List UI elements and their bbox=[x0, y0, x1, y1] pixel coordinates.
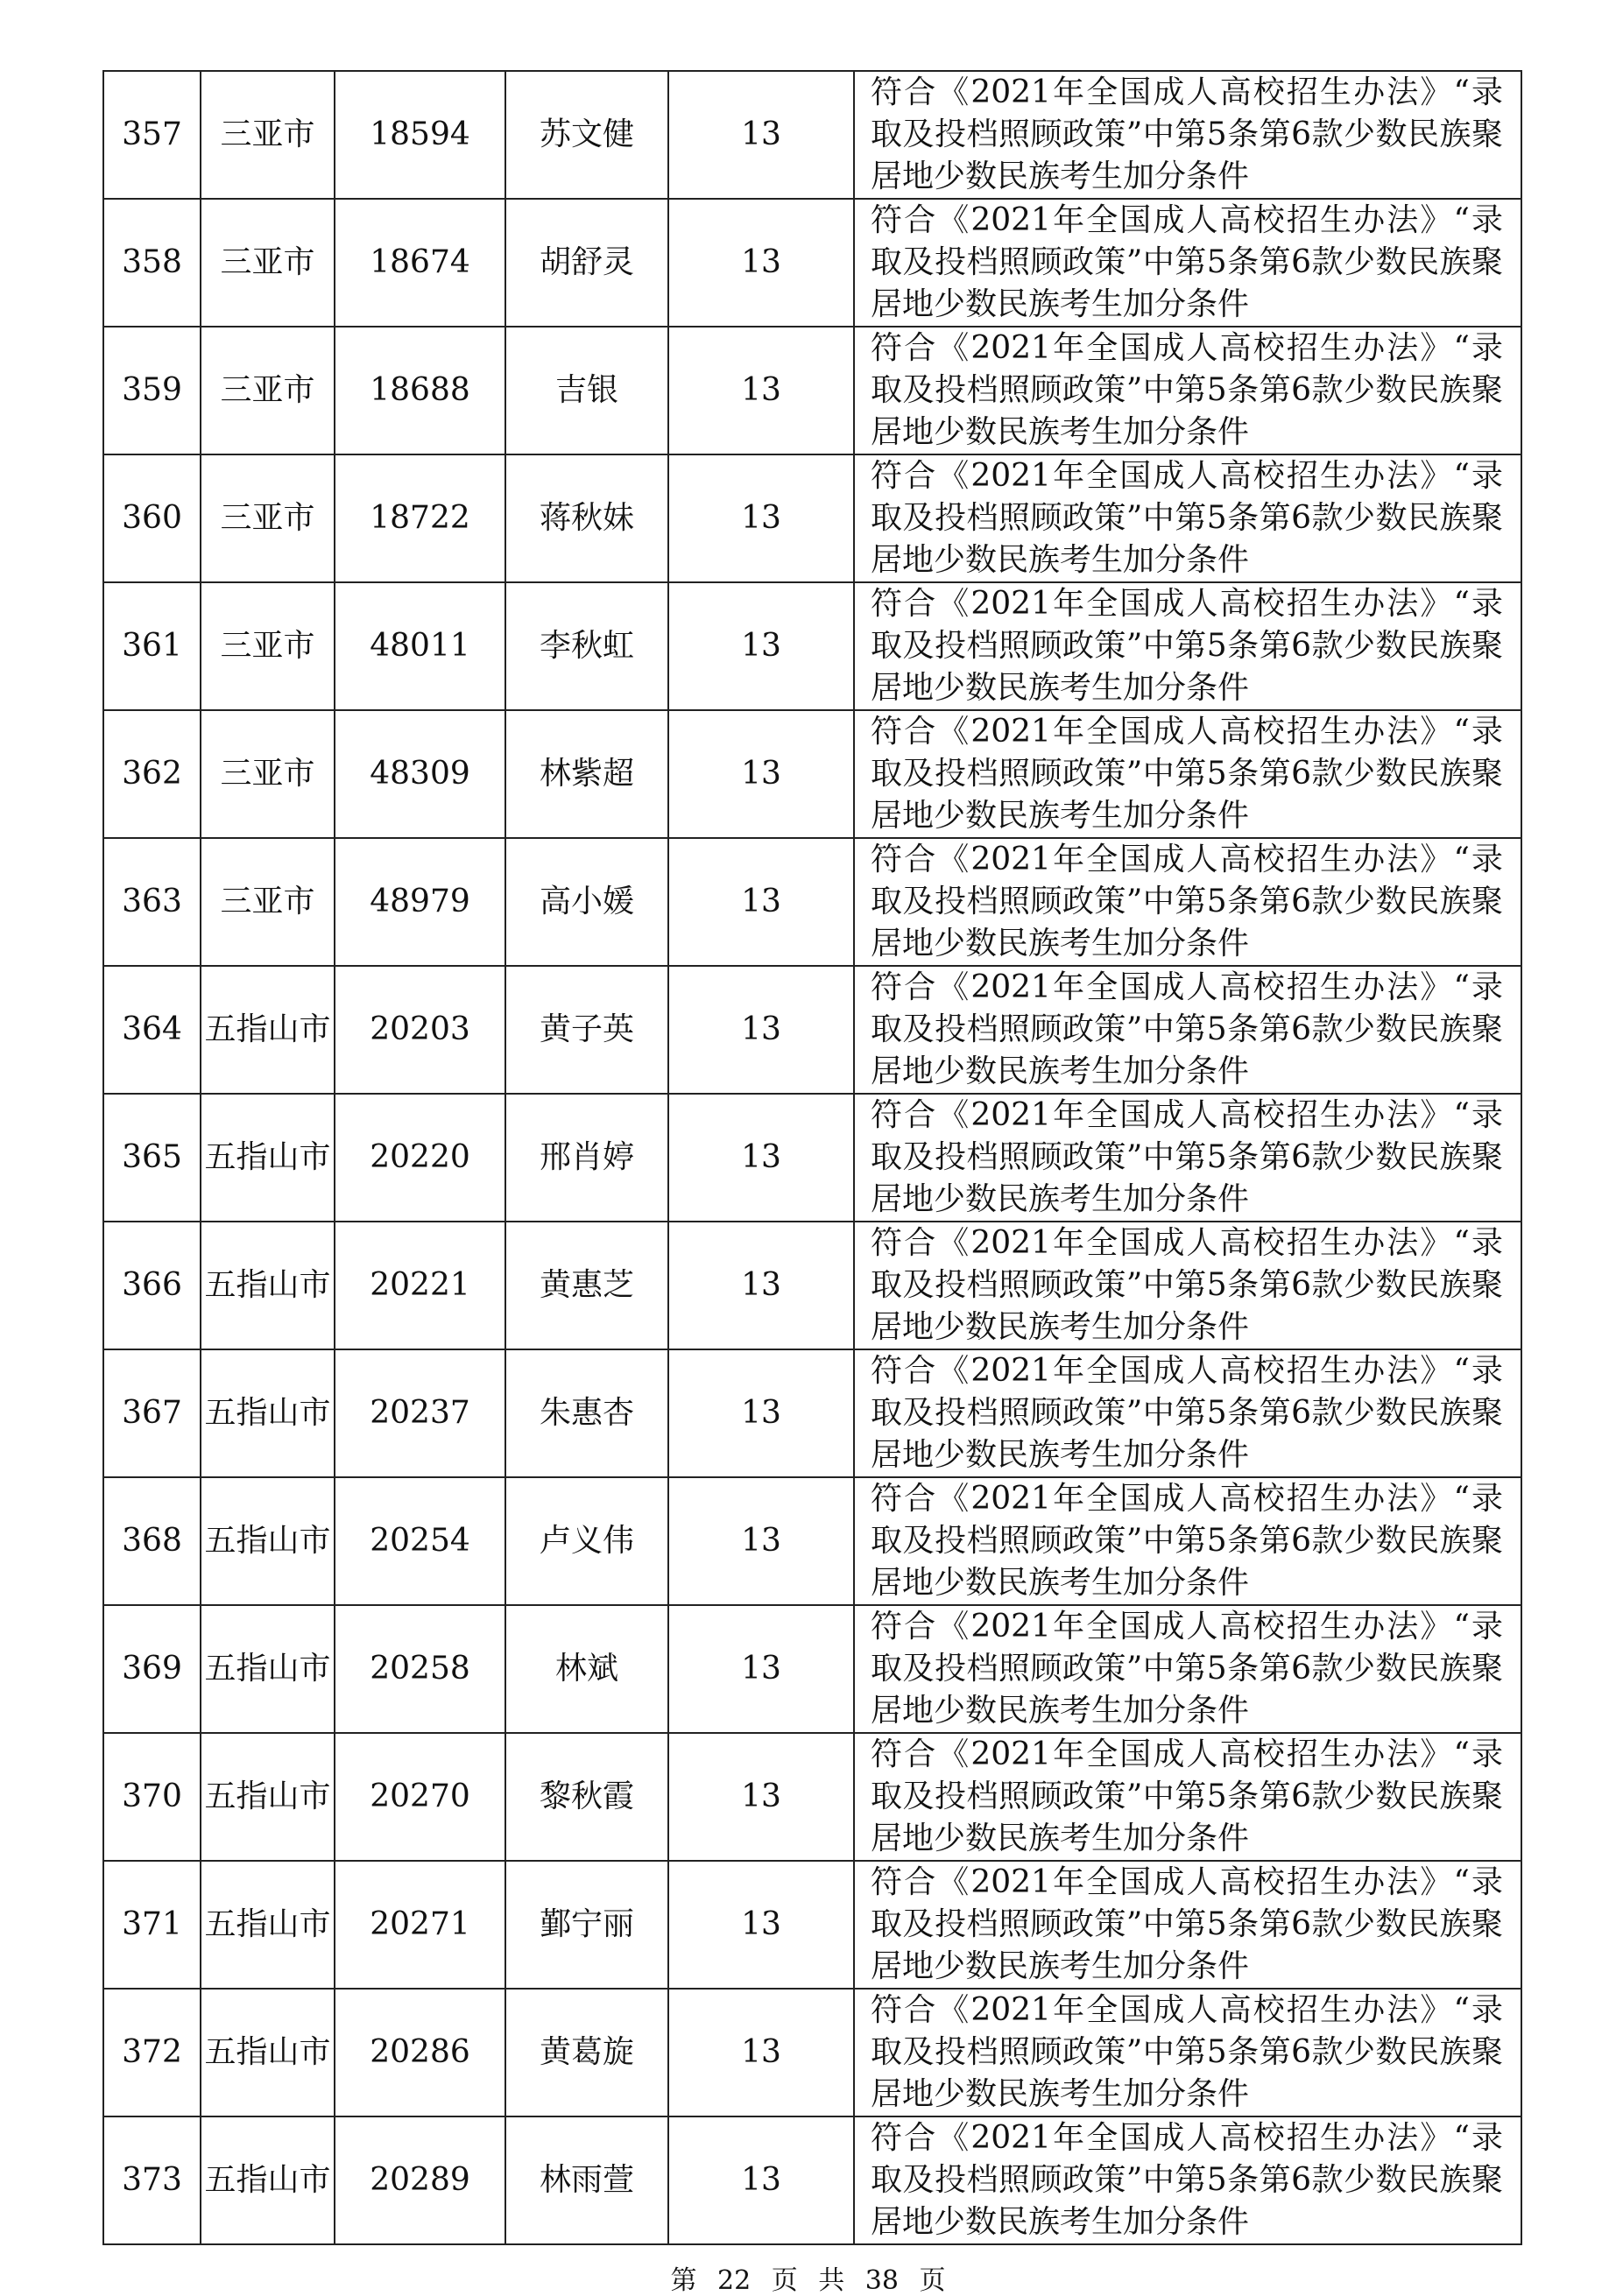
note-cell: 符合《2021年全国成人高校招生办法》“录取及投档照顾政策”中第5条第6款少数民族聚居地少数民族考生加分条件 bbox=[854, 1605, 1521, 1733]
note-cell: 符合《2021年全国成人高校招生办法》“录取及投档照顾政策”中第5条第6款少数民族聚居地少数民族考生加分条件 bbox=[854, 1989, 1521, 2116]
exam-id-cell: 20237 bbox=[335, 1349, 505, 1477]
bonus-points-cell: 13 bbox=[668, 710, 854, 838]
table-row bbox=[103, 1861, 1521, 1989]
bonus-points-cell: 13 bbox=[668, 1733, 854, 1861]
name-cell: 胡舒灵 bbox=[505, 199, 668, 327]
bonus-points-cell: 13 bbox=[668, 1477, 854, 1605]
row-number: 364 bbox=[103, 966, 201, 1094]
city-cell: 五指山市 bbox=[201, 1989, 335, 2116]
exam-id-cell: 48011 bbox=[335, 582, 505, 710]
city-cell: 五指山市 bbox=[201, 1605, 335, 1733]
row-number: 373 bbox=[103, 2116, 201, 2244]
name-cell: 蒋秋妹 bbox=[505, 454, 668, 582]
name-cell: 吉银 bbox=[505, 327, 668, 454]
table-row bbox=[103, 838, 1521, 966]
exam-id-cell: 48979 bbox=[335, 838, 505, 966]
city-cell: 五指山市 bbox=[201, 1477, 335, 1605]
bonus-points-cell: 13 bbox=[668, 1605, 854, 1733]
exam-id-cell: 18722 bbox=[335, 454, 505, 582]
note-cell: 符合《2021年全国成人高校招生办法》“录取及投档照顾政策”中第5条第6款少数民族聚居地少数民族考生加分条件 bbox=[854, 454, 1521, 582]
table-row bbox=[103, 1349, 1521, 1477]
note-cell: 符合《2021年全国成人高校招生办法》“录取及投档照顾政策”中第5条第6款少数民族聚居地少数民族考生加分条件 bbox=[854, 199, 1521, 327]
table-row bbox=[103, 1477, 1521, 1605]
note-cell: 符合《2021年全国成人高校招生办法》“录取及投档照顾政策”中第5条第6款少数民族聚居地少数民族考生加分条件 bbox=[854, 1733, 1521, 1861]
row-number: 362 bbox=[103, 710, 201, 838]
table-body bbox=[103, 71, 1521, 2244]
exam-id-cell: 20270 bbox=[335, 1733, 505, 1861]
bonus-points-cell: 13 bbox=[668, 2116, 854, 2244]
note-cell: 符合《2021年全国成人高校招生办法》“录取及投档照顾政策”中第5条第6款少数民族聚居地少数民族考生加分条件 bbox=[854, 966, 1521, 1094]
table-row bbox=[103, 199, 1521, 327]
exam-id-cell: 20271 bbox=[335, 1861, 505, 1989]
note-cell: 符合《2021年全国成人高校招生办法》“录取及投档照顾政策”中第5条第6款少数民族聚居地少数民族考生加分条件 bbox=[854, 1094, 1521, 1222]
table-row bbox=[103, 2116, 1521, 2244]
note-cell: 符合《2021年全国成人高校招生办法》“录取及投档照顾政策”中第5条第6款少数民族聚居地少数民族考生加分条件 bbox=[854, 1861, 1521, 1989]
exam-id-cell: 18674 bbox=[335, 199, 505, 327]
table-row bbox=[103, 710, 1521, 838]
table-row bbox=[103, 1605, 1521, 1733]
city-cell: 三亚市 bbox=[201, 838, 335, 966]
exam-id-cell: 20220 bbox=[335, 1094, 505, 1222]
name-cell: 黄惠芝 bbox=[505, 1222, 668, 1349]
row-number: 371 bbox=[103, 1861, 201, 1989]
exam-id-cell: 48309 bbox=[335, 710, 505, 838]
name-cell: 李秋虹 bbox=[505, 582, 668, 710]
exam-id-cell: 20203 bbox=[335, 966, 505, 1094]
table-row bbox=[103, 1989, 1521, 2116]
note-cell: 符合《2021年全国成人高校招生办法》“录取及投档照顾政策”中第5条第6款少数民族聚居地少数民族考生加分条件 bbox=[854, 327, 1521, 454]
exam-id-cell: 18688 bbox=[335, 327, 505, 454]
table-row bbox=[103, 1094, 1521, 1222]
exam-id-cell: 18594 bbox=[335, 71, 505, 199]
bonus-points-cell: 13 bbox=[668, 1989, 854, 2116]
bonus-points-cell: 13 bbox=[668, 966, 854, 1094]
row-number: 369 bbox=[103, 1605, 201, 1733]
city-cell: 三亚市 bbox=[201, 454, 335, 582]
bonus-points-cell: 13 bbox=[668, 71, 854, 199]
row-number: 363 bbox=[103, 838, 201, 966]
city-cell: 三亚市 bbox=[201, 327, 335, 454]
city-cell: 三亚市 bbox=[201, 71, 335, 199]
bonus-points-cell: 13 bbox=[668, 1349, 854, 1477]
city-cell: 三亚市 bbox=[201, 199, 335, 327]
candidate-table bbox=[102, 70, 1522, 2245]
table-row bbox=[103, 582, 1521, 710]
name-cell: 朱惠杏 bbox=[505, 1349, 668, 1477]
exam-id-cell: 20258 bbox=[335, 1605, 505, 1733]
note-cell: 符合《2021年全国成人高校招生办法》“录取及投档照顾政策”中第5条第6款少数民族聚居地少数民族考生加分条件 bbox=[854, 582, 1521, 710]
city-cell: 五指山市 bbox=[201, 1861, 335, 1989]
row-number: 359 bbox=[103, 327, 201, 454]
row-number: 372 bbox=[103, 1989, 201, 2116]
bonus-points-cell: 13 bbox=[668, 1861, 854, 1989]
city-cell: 五指山市 bbox=[201, 1094, 335, 1222]
exam-id-cell: 20221 bbox=[335, 1222, 505, 1349]
table-row bbox=[103, 327, 1521, 454]
name-cell: 黄葛旋 bbox=[505, 1989, 668, 2116]
city-cell: 三亚市 bbox=[201, 582, 335, 710]
row-number: 357 bbox=[103, 71, 201, 199]
note-cell: 符合《2021年全国成人高校招生办法》“录取及投档照顾政策”中第5条第6款少数民族聚居地少数民族考生加分条件 bbox=[854, 838, 1521, 966]
row-number: 360 bbox=[103, 454, 201, 582]
row-number: 370 bbox=[103, 1733, 201, 1861]
exam-id-cell: 20254 bbox=[335, 1477, 505, 1605]
name-cell: 林紫超 bbox=[505, 710, 668, 838]
name-cell: 林雨萱 bbox=[505, 2116, 668, 2244]
city-cell: 五指山市 bbox=[201, 966, 335, 1094]
name-cell: 邢肖婷 bbox=[505, 1094, 668, 1222]
name-cell: 高小媛 bbox=[505, 838, 668, 966]
page-footer: 第 22 页 共 38 页 bbox=[670, 2265, 946, 2296]
bonus-points-cell: 13 bbox=[668, 454, 854, 582]
note-cell: 符合《2021年全国成人高校招生办法》“录取及投档照顾政策”中第5条第6款少数民族聚居地少数民族考生加分条件 bbox=[854, 710, 1521, 838]
name-cell: 苏文健 bbox=[505, 71, 668, 199]
city-cell: 五指山市 bbox=[201, 1349, 335, 1477]
bonus-points-cell: 13 bbox=[668, 1094, 854, 1222]
note-cell: 符合《2021年全国成人高校招生办法》“录取及投档照顾政策”中第5条第6款少数民族聚居地少数民族考生加分条件 bbox=[854, 1222, 1521, 1349]
row-number: 365 bbox=[103, 1094, 201, 1222]
table-row bbox=[103, 71, 1521, 199]
name-cell: 鄞宁丽 bbox=[505, 1861, 668, 1989]
note-cell: 符合《2021年全国成人高校招生办法》“录取及投档照顾政策”中第5条第6款少数民族聚居地少数民族考生加分条件 bbox=[854, 71, 1521, 199]
table-row bbox=[103, 966, 1521, 1094]
name-cell: 林斌 bbox=[505, 1605, 668, 1733]
table-row bbox=[103, 1733, 1521, 1861]
row-number: 367 bbox=[103, 1349, 201, 1477]
city-cell: 三亚市 bbox=[201, 710, 335, 838]
row-number: 368 bbox=[103, 1477, 201, 1605]
name-cell: 黎秋霞 bbox=[505, 1733, 668, 1861]
bonus-points-cell: 13 bbox=[668, 582, 854, 710]
bonus-points-cell: 13 bbox=[668, 838, 854, 966]
name-cell: 黄子英 bbox=[505, 966, 668, 1094]
note-cell: 符合《2021年全国成人高校招生办法》“录取及投档照顾政策”中第5条第6款少数民族聚居地少数民族考生加分条件 bbox=[854, 1477, 1521, 1605]
row-number: 361 bbox=[103, 582, 201, 710]
bonus-points-cell: 13 bbox=[668, 199, 854, 327]
bonus-points-cell: 13 bbox=[668, 1222, 854, 1349]
row-number: 358 bbox=[103, 199, 201, 327]
exam-id-cell: 20289 bbox=[335, 2116, 505, 2244]
table-row bbox=[103, 1222, 1521, 1349]
city-cell: 五指山市 bbox=[201, 2116, 335, 2244]
city-cell: 五指山市 bbox=[201, 1733, 335, 1861]
exam-id-cell: 20286 bbox=[335, 1989, 505, 2116]
city-cell: 五指山市 bbox=[201, 1222, 335, 1349]
name-cell: 卢义伟 bbox=[505, 1477, 668, 1605]
bonus-points-cell: 13 bbox=[668, 327, 854, 454]
note-cell: 符合《2021年全国成人高校招生办法》“录取及投档照顾政策”中第5条第6款少数民族聚居地少数民族考生加分条件 bbox=[854, 2116, 1521, 2244]
note-cell: 符合《2021年全国成人高校招生办法》“录取及投档照顾政策”中第5条第6款少数民族聚居地少数民族考生加分条件 bbox=[854, 1349, 1521, 1477]
row-number: 366 bbox=[103, 1222, 201, 1349]
table-row bbox=[103, 454, 1521, 582]
